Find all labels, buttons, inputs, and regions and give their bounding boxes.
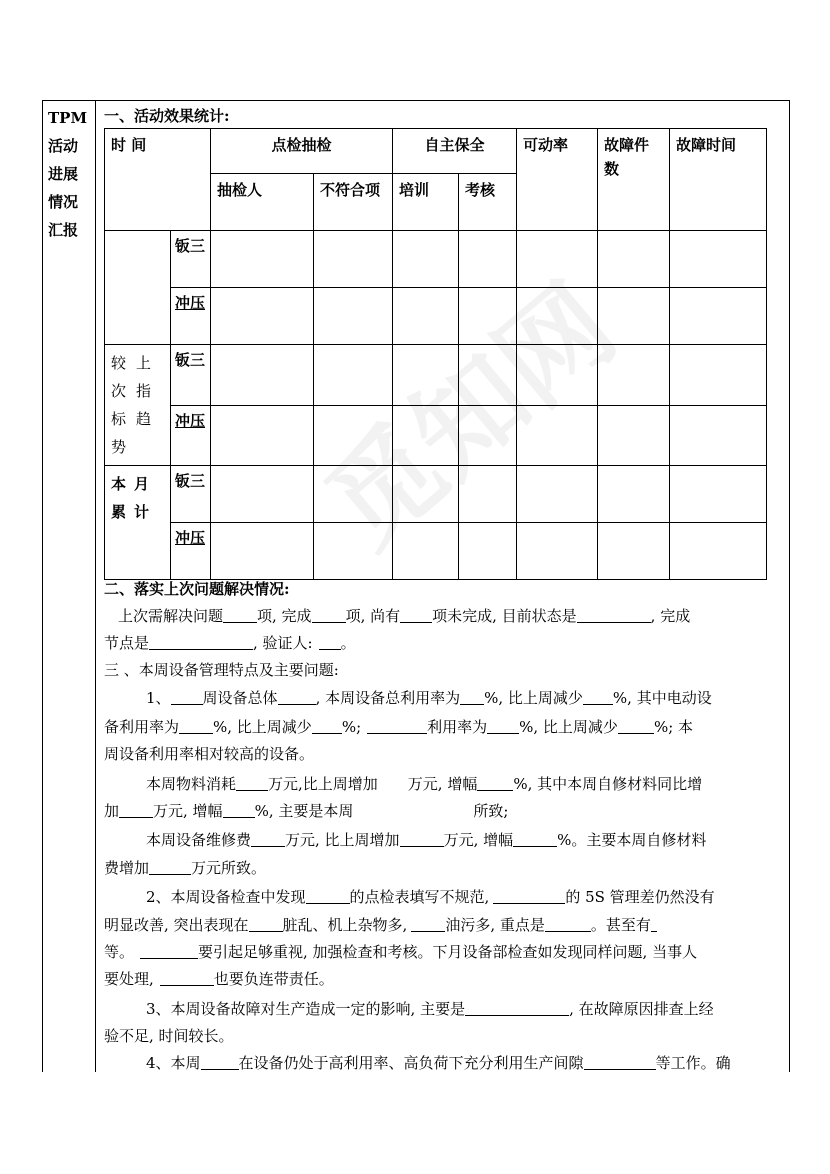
section3-p4 bbox=[104, 884, 784, 911]
text: 明显改善, 突出表现在 bbox=[104, 916, 249, 934]
blank bbox=[584, 1053, 656, 1070]
text: 本周设备维修费 bbox=[146, 831, 252, 849]
section2-body-2 bbox=[104, 630, 784, 657]
blank bbox=[251, 830, 285, 847]
section3-p1 bbox=[104, 685, 784, 712]
blank bbox=[545, 915, 591, 932]
text: , 验证人: bbox=[253, 634, 313, 652]
text: %, 其中电动设 bbox=[612, 689, 712, 707]
header-assessment: 考核 bbox=[459, 174, 517, 231]
text: 项, 完成 bbox=[257, 607, 312, 625]
text: 2、本周设备检查中发现 bbox=[146, 888, 306, 906]
row-label-trend: 较上次指标趋势 bbox=[105, 345, 171, 466]
text: 等工作。确 bbox=[655, 1054, 731, 1072]
text: 。 bbox=[340, 634, 356, 652]
text: %; bbox=[341, 718, 362, 736]
cell bbox=[211, 231, 314, 288]
blank bbox=[223, 606, 257, 623]
text: 加 bbox=[104, 802, 120, 820]
blank bbox=[312, 717, 342, 734]
blank bbox=[400, 830, 444, 847]
blank bbox=[477, 774, 513, 791]
header-fault-count: 故障件数 bbox=[598, 129, 670, 231]
header-fault-time: 故障时间 bbox=[670, 129, 767, 231]
cell bbox=[459, 523, 517, 580]
blank bbox=[236, 774, 268, 791]
blank bbox=[577, 606, 651, 623]
header-nonconform: 不符合项 bbox=[314, 174, 393, 231]
blank bbox=[618, 717, 654, 734]
text: 。甚至有 bbox=[590, 916, 651, 934]
text: 要处理, bbox=[104, 970, 154, 988]
text: %, 主要是本周 bbox=[254, 802, 354, 820]
header-spot-check: 点检抽检 bbox=[211, 129, 393, 174]
blank bbox=[278, 688, 316, 705]
blank bbox=[513, 830, 557, 847]
text: 要引起足够重视, 加强检查和考核。下月设备部检查如发现同样问题, 当事人 bbox=[198, 943, 698, 961]
text: 万元, 增幅 bbox=[407, 775, 478, 793]
text: 本周物料消耗 bbox=[146, 775, 237, 793]
cell bbox=[670, 231, 767, 288]
text: 周设备总体 bbox=[202, 689, 278, 707]
blank bbox=[119, 801, 153, 818]
blank bbox=[460, 688, 484, 705]
cell bbox=[598, 405, 670, 466]
text: 的点检表填写不规范, bbox=[349, 888, 490, 906]
cell bbox=[314, 466, 393, 523]
section3-p3 bbox=[104, 827, 784, 854]
section3-title: 三 、本周设备管理特点及主要问题: bbox=[104, 661, 339, 679]
row-label-month: 本月累计 bbox=[105, 466, 171, 580]
text: 油污多, 重点是 bbox=[445, 916, 545, 934]
text: 在设备仍处于高利用率、高负荷下充分利用生产间隙 bbox=[238, 1054, 584, 1072]
blank bbox=[149, 858, 191, 875]
cell bbox=[459, 231, 517, 288]
cell bbox=[211, 466, 314, 523]
row-label-blank bbox=[105, 231, 171, 345]
section3-p6 bbox=[104, 1050, 784, 1077]
row-sheet: 钣三 bbox=[171, 231, 211, 288]
text: , 在故障原因排查上经 bbox=[569, 1000, 714, 1018]
cell bbox=[211, 405, 314, 466]
cell bbox=[517, 405, 598, 466]
blank bbox=[249, 915, 283, 932]
cell bbox=[314, 345, 393, 406]
blank bbox=[140, 942, 198, 959]
header-auto-maintain: 自主保全 bbox=[393, 129, 517, 174]
text: 利用率为 bbox=[427, 718, 488, 736]
cell bbox=[393, 345, 459, 406]
text: %, 比上周减少 bbox=[519, 718, 618, 736]
blank bbox=[179, 717, 213, 734]
cell bbox=[459, 345, 517, 406]
section3-p2 bbox=[104, 771, 784, 798]
text: 也要负连带责任。 bbox=[213, 970, 334, 988]
column-divider bbox=[95, 100, 96, 1072]
row-stamp: 冲压 bbox=[171, 523, 211, 580]
text: , 完成 bbox=[650, 607, 691, 625]
cell bbox=[314, 231, 393, 288]
section2-body bbox=[104, 603, 784, 630]
cell bbox=[517, 288, 598, 345]
header-inspector: 抽检人 bbox=[211, 174, 314, 231]
cell bbox=[211, 345, 314, 406]
cell bbox=[393, 523, 459, 580]
header-availability: 可动率 bbox=[517, 129, 598, 231]
text: 的 5S 管理差仍然没有 bbox=[565, 888, 715, 906]
blank bbox=[400, 606, 432, 623]
text: , 本周设备总利用率为 bbox=[315, 689, 461, 707]
text: %, 比上周减少 bbox=[484, 689, 583, 707]
text: 3、本周设备故障对生产造成一定的影响, 主要是 bbox=[146, 1000, 466, 1018]
text: 万元, 增幅 bbox=[153, 802, 223, 820]
cell bbox=[598, 231, 670, 288]
text: 万元所致。 bbox=[191, 859, 267, 877]
cell bbox=[517, 345, 598, 406]
cell bbox=[670, 288, 767, 345]
section3-p4-2 bbox=[104, 912, 784, 939]
cell bbox=[393, 231, 459, 288]
blank bbox=[493, 887, 565, 904]
cell bbox=[598, 523, 670, 580]
text: %。主要本周自修材料 bbox=[557, 831, 707, 849]
cell bbox=[459, 288, 517, 345]
cell bbox=[393, 405, 459, 466]
row-sheet: 钣三 bbox=[171, 345, 211, 406]
blank bbox=[306, 887, 350, 904]
blank bbox=[319, 633, 341, 650]
row-stamp: 冲压 bbox=[171, 288, 211, 345]
text: 等。 bbox=[104, 943, 135, 961]
cell bbox=[670, 405, 767, 466]
cell bbox=[211, 288, 314, 345]
section3-p4-4 bbox=[104, 966, 784, 993]
cell bbox=[393, 466, 459, 523]
row-stamp: 冲压 bbox=[171, 405, 211, 466]
section3-p4-3 bbox=[104, 939, 784, 966]
blank bbox=[201, 1053, 239, 1070]
watermark: 觅知网 bbox=[302, 260, 639, 571]
section3-p1-2 bbox=[104, 714, 784, 741]
blank bbox=[160, 969, 214, 986]
cell bbox=[598, 345, 670, 406]
cell bbox=[459, 405, 517, 466]
text: 万元,比上周增加 bbox=[268, 775, 378, 793]
header-training: 培训 bbox=[393, 174, 459, 231]
section3-p5 bbox=[104, 996, 784, 1023]
text: 4、本周 bbox=[146, 1054, 201, 1072]
text: 节点是 bbox=[104, 634, 150, 652]
header-time: 时 间 bbox=[105, 129, 211, 231]
cell bbox=[393, 288, 459, 345]
blank bbox=[465, 999, 569, 1016]
section3-p3-2 bbox=[104, 855, 784, 882]
text: 备利用率为 bbox=[104, 718, 180, 736]
cell bbox=[314, 288, 393, 345]
text: %; 本 bbox=[653, 718, 694, 736]
cell bbox=[314, 405, 393, 466]
section3-p5-2: 验不足, 时间较长。 bbox=[104, 1027, 234, 1045]
cell bbox=[517, 466, 598, 523]
text: 项未完成, 目前状态是 bbox=[432, 607, 577, 625]
cell bbox=[598, 466, 670, 523]
section3-p2-2 bbox=[104, 798, 784, 825]
cell bbox=[459, 466, 517, 523]
text: 1、 bbox=[146, 689, 171, 707]
left-label: TPM活动进展情况汇报 bbox=[48, 109, 88, 239]
cell bbox=[670, 466, 767, 523]
text: 万元, 比上周增加 bbox=[285, 831, 400, 849]
blank bbox=[223, 801, 255, 818]
cell bbox=[670, 345, 767, 406]
blank bbox=[487, 717, 519, 734]
cell bbox=[517, 523, 598, 580]
cell bbox=[211, 523, 314, 580]
blank bbox=[149, 633, 253, 650]
section3-p1-3: 周设备利用率相对较高的设备。 bbox=[104, 745, 315, 763]
text: 所致; bbox=[473, 802, 509, 820]
text: 脏乱、机上杂物多, bbox=[282, 916, 408, 934]
text: %, 比上周减少 bbox=[213, 718, 312, 736]
blank bbox=[367, 717, 427, 734]
blank bbox=[411, 915, 445, 932]
text: %, 其中本周自修材料同比增 bbox=[513, 775, 703, 793]
blank bbox=[312, 606, 346, 623]
text: 万元, 增幅 bbox=[443, 831, 514, 849]
cell bbox=[598, 288, 670, 345]
cell bbox=[670, 523, 767, 580]
text: 项, 尚有 bbox=[345, 607, 401, 625]
text: 费增加 bbox=[104, 859, 150, 877]
section2-title: 二、落实上次问题解决情况: bbox=[104, 580, 290, 598]
blank bbox=[171, 688, 203, 705]
stats-table bbox=[104, 128, 767, 580]
blank bbox=[583, 688, 613, 705]
section1-title: 一、活动效果统计: bbox=[104, 107, 230, 125]
blank bbox=[651, 915, 657, 932]
cell bbox=[517, 231, 598, 288]
cell bbox=[314, 523, 393, 580]
row-sheet: 钣三 bbox=[171, 466, 211, 523]
text: 上次需解决问题 bbox=[118, 607, 224, 625]
